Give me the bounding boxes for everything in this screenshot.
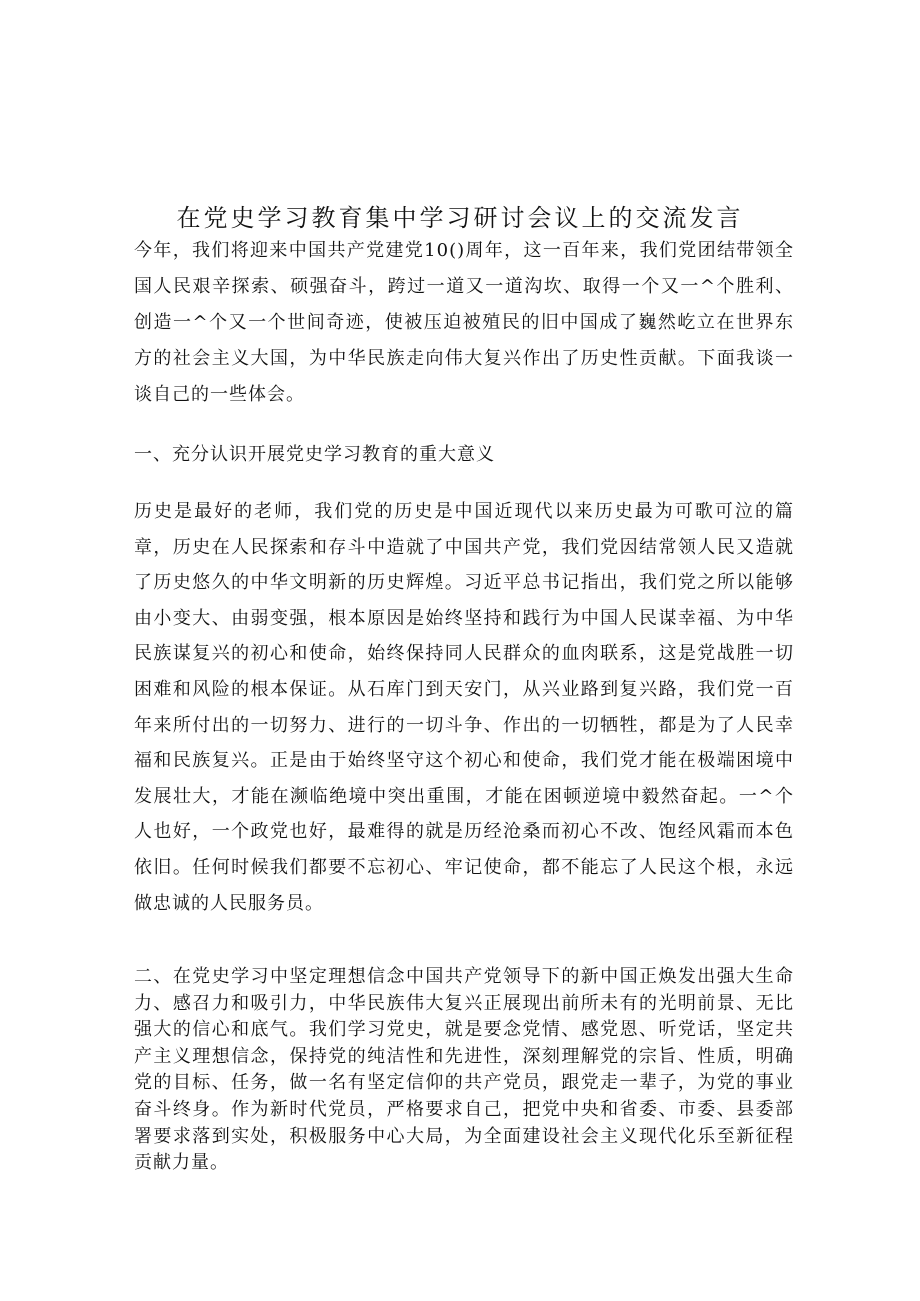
intro-paragraph: 今年，我们将迎来中国共产党建党10()周年，这一百年来，我们党团结带领全国人民艰辛探索、硕强奋斗，跨过一道又一道沟坎、取得一个又一^个胜利、创造一^个又一个世间奇迹，使被压迫被殖民的旧中国成了巍然屹立在世界东方的社会主义大国，为中华民族走向伟大复兴作出了历史性贡献。下面我谈一谈自己的一些体会。 — [134, 240, 794, 405]
section-two-paragraph: 二、在党史学习中坚定理想信念中国共产党领导下的新中国正焕发出强大生命力、感召力和吸引力，中华民族伟大复兴正展现出前所未有的光明前景、无比强大的信心和底气。我们学习党史，就是要念党情、感党恩、听党话，坚定共产主义理想信念，保持党的纯洁性和先进性，深刻理解党的宗旨、性质，明确党的目标、任务，做一名有坚定信仰的共产党员，跟党走一辈子，为党的事业奋斗终身。作为新时代党员，严格要求自己，把党中央和省委、市委、县委部署要求落到实处，积极服务中心大局，为全面建设社会主义现代化乐至新征程贡献力量。 — [134, 966, 794, 1174]
history-paragraph: 历史是最好的老师，我们党的历史是中国近现代以来历史最为可歌可泣的篇章，历史在人民探索和存斗中造就了中国共产党，我们党因结常领人民又造就了历史悠久的中华文明新的历史辉煌。习近平总书记指出，我们党之所以能够由小变大、由弱变强，根本原因是始终坚持和践行为中国人民谋幸福、为中华民族谋复兴的初心和使命，始终保持同人民群众的血肉联系，这是党战胜一切困难和风险的根本保证。从石库门到天安门，从兴业路到复兴路，我们党一百年来所付出的一切努力、进行的一切斗争、作出的一切牺牲，都是为了人民幸福和民族复兴。正是由于始终坚守这个初心和使命，我们党才能在极端困境中发展壮大，才能在濒临绝境中突出重围，才能在困顿逆境中毅然奋起。一^个人也好，一个政党也好，最难得的就是历经沧桑而初心不改、饱经风霜而本色依旧。任何时候我们都要不忘初心、牢记使命，都不能忘了人民这个根，永远做忠诚的人民服务员。 — [134, 501, 794, 914]
section-one-heading: 一、充分认识开展党史学习教育的重大意义 — [134, 444, 495, 465]
document-title: 在党史学习教育集中学习研讨会议上的交流发言 — [176, 204, 744, 232]
